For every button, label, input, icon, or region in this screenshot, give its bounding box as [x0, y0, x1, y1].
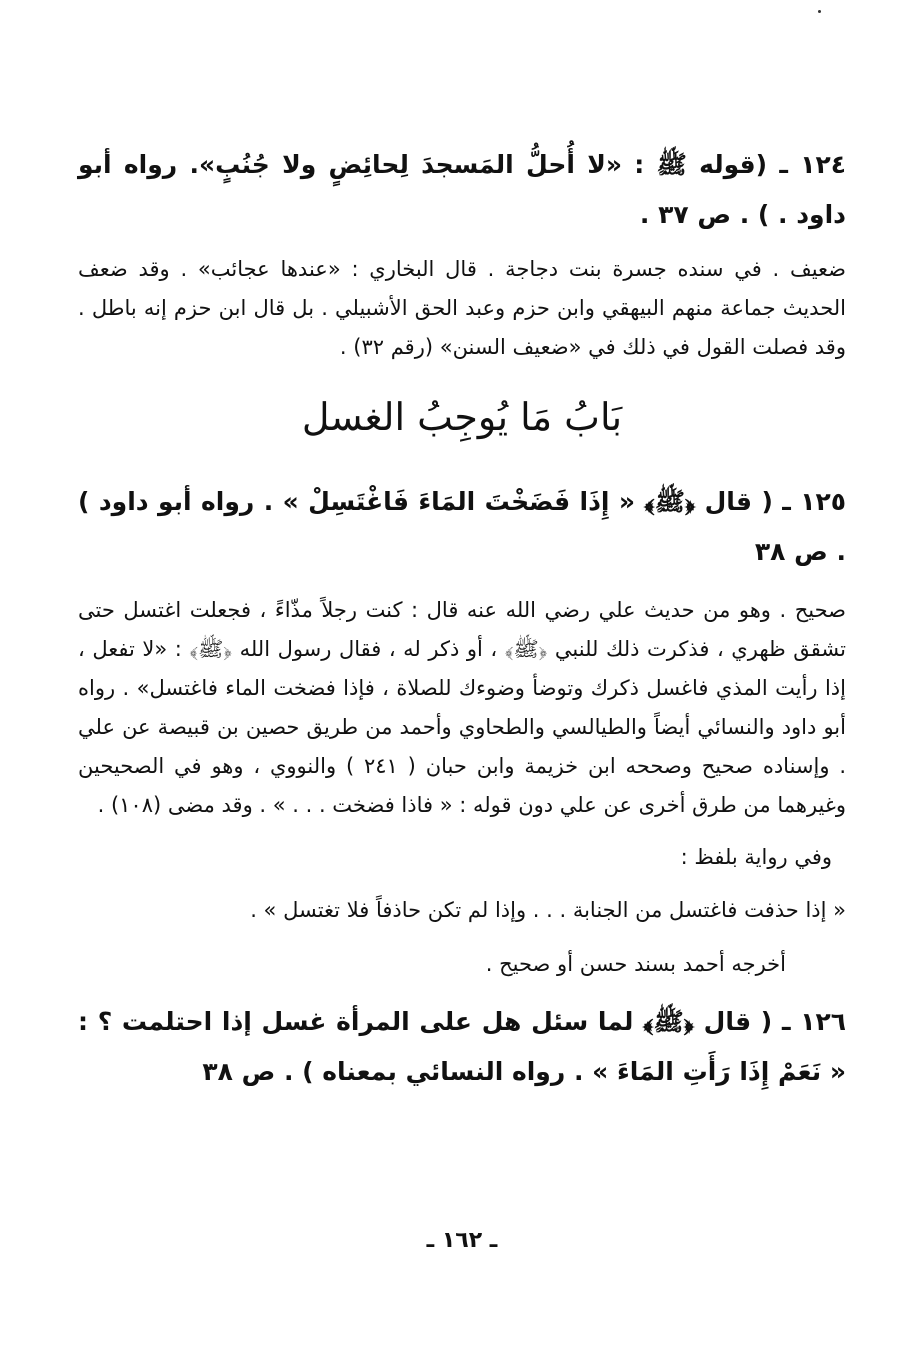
- variant-intro: وفي رواية بلفظ :: [680, 845, 832, 869]
- comment-124: ضعيف . في سنده جسرة بنت دجاجة . قال البخاري : «عندها عجائب» . وقد ضعف الحديث جماعة منهم البيهقي وابن حزم وعبد الحق الأشبيلي . بل قال ابن حزم إنه باطل . وقد فصلت القول في ذلك في «ضعيف السنن» (رقم ٣٢) .: [78, 257, 846, 359]
- hadith-125: ١٢٥ ـ ( قال ﴿ﷺ﴾ « إِذَا فَضَخْتَ المَاءَ فَاغْتَسِلْ » . رواه أبو داود ) . ص ٣٨: [78, 487, 846, 566]
- page-number: ـ ١٦٢ ـ: [426, 1228, 498, 1253]
- variant-quote: « إذا حذفت فاغتسل من الجنابة . . . وإذا لم تكن حاذفاً فلا تغتسل » .: [250, 898, 846, 922]
- hadith-126: ١٢٦ ـ ( قال ﴿ﷺ﴾ لما سئل هل على المرأة غسل إذا احتلمت ؟ : « نَعَمْ إِذَا رَأَتِ المَاءَ » . رواه النسائي بمعناه ) . ص ٣٨: [78, 1007, 846, 1086]
- document-page: [78, 140, 846, 1097]
- comment-125: صحيح . وهو من حديث علي رضي الله عنه قال : كنت رجلاً مذّاءً ، فجعلت اغتسل حتى تشقق ظهري ، فذكرت ذلك للنبي ﴿ﷺ﴾ ، أو ذكر له ، فقال رسول الله ﴿ﷺ﴾ : «لا تفعل ، إذا رأيت المذي فاغسل ذكرك وتوضأ وضوءك للصلاة ، فإذا فضخت الماء فاغتسل» . رواه أبو داود والنسائي أيضاً والطيالسي والطحاوي وأحمد من طريق حصين بن قبيصة عن علي . وإسناده صحيح وصححه ابن خزيمة وابن حبان ( ٢٤١ ) والنووي ، وهو في الصحيحين وغيرهما من طرق أخرى عن علي دون قوله : « فاذا فضخت . . . » . وقد مضى (١٠٨) .: [78, 598, 847, 817]
- variant-source: أخرجه أحمد بسند حسن أو صحيح .: [485, 952, 786, 976]
- chapter-title: بَابُ مَا يُوجِبُ الغسل: [301, 395, 623, 439]
- hadith-124: ١٢٤ ـ (قوله ﷺ : «لا أُحلُّ المَسجدَ لِحائِضٍ ولا جُنُبٍ». رواه أبو داود . ) . ص ٣٧ .: [78, 150, 846, 229]
